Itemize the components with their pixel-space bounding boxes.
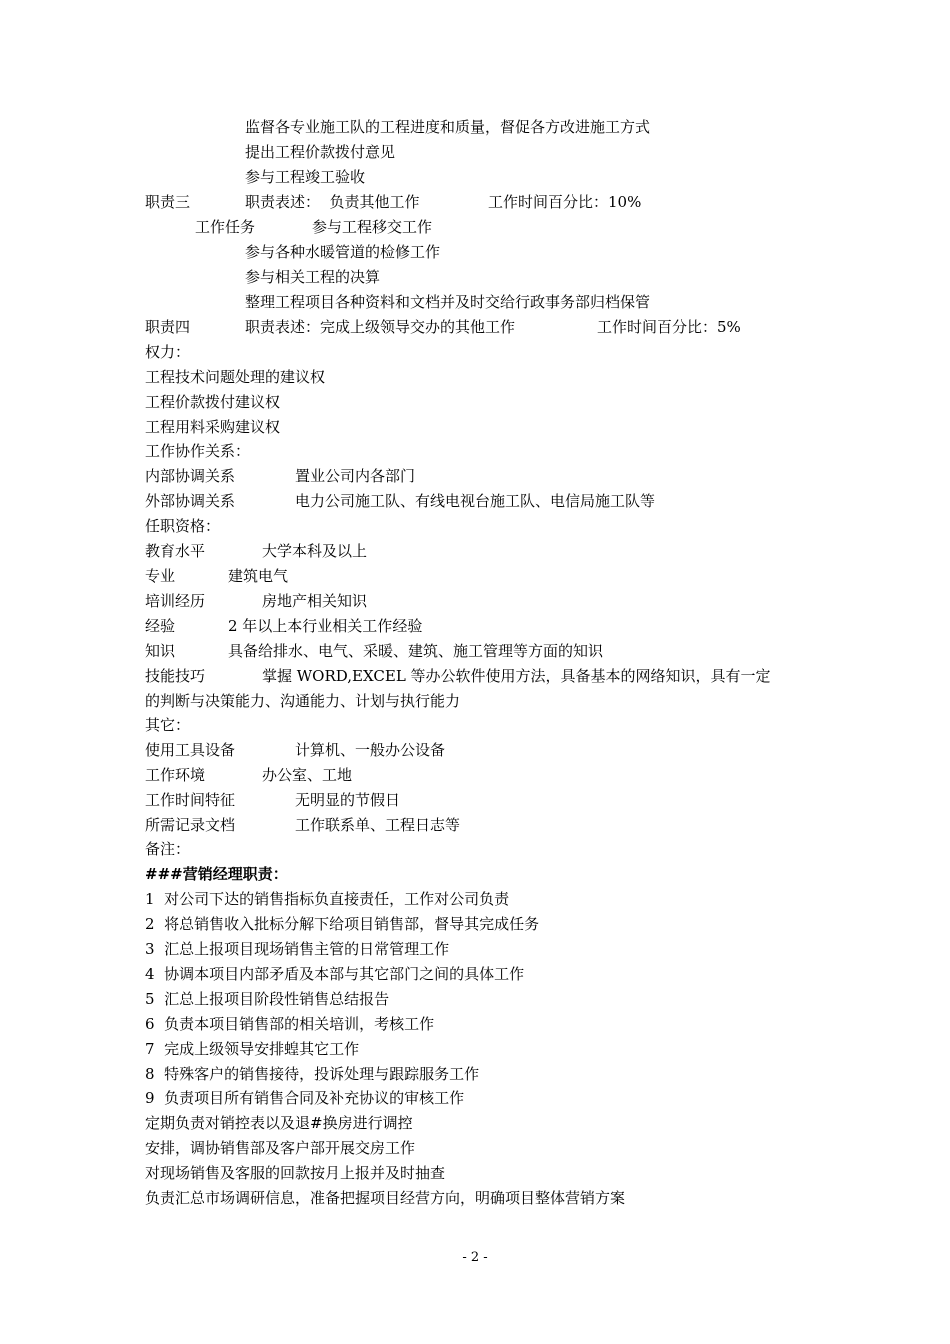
authority-item: 工程价款拨付建议权 <box>145 393 281 411</box>
marketing-item: 1 对公司下达的销售指标负直接责任，工作对公司负责 <box>145 890 510 908</box>
knowledge-value: 具备给排水、电气、采暖、建筑、施工管理等方面的知识 <box>228 642 604 660</box>
duty-item: 提出工程价款拨付意见 <box>245 143 396 161</box>
marketing-item: 4 协调本项目内部矛盾及本部与其它部门之间的具体工作 <box>145 965 525 983</box>
knowledge-label: 知识 <box>145 642 176 660</box>
major-label: 专业 <box>145 567 176 585</box>
environment-value: 办公室、工地 <box>262 766 353 784</box>
marketing-item: 负责汇总市场调研信息，准备把握项目经营方向，明确项目整体营销方案 <box>145 1189 626 1207</box>
marketing-item: 3 汇总上报项目现场销售主管的日常管理工作 <box>145 940 450 958</box>
skills-label: 技能技巧 <box>145 667 206 685</box>
authority-item: 工程用料采购建议权 <box>145 418 281 436</box>
task-item: 参与工程移交工作 <box>312 218 433 236</box>
duty-4-label: 职责四 <box>145 318 191 336</box>
duty-3-description: 职责表述： 负责其他工作 <box>245 193 420 211</box>
marketing-item: 2 将总销售收入批标分解下给项目销售部，督导其完成任务 <box>145 915 540 933</box>
education-value: 大学本科及以上 <box>262 542 368 560</box>
external-value: 电力公司施工队、有线电视台施工队、电信局施工队等 <box>295 492 656 510</box>
environment-label: 工作环境 <box>145 766 206 784</box>
marketing-item: 9 负责项目所有销售合同及补充协议的审核工作 <box>145 1089 465 1107</box>
marketing-manager-heading: ###营销经理职责： <box>145 865 288 883</box>
marketing-item: 定期负责对销控表以及退#换房进行调控 <box>145 1114 413 1132</box>
major-value: 建筑电气 <box>228 567 289 585</box>
duty-4-description: 职责表述：完成上级领导交办的其他工作 <box>245 318 516 336</box>
skills-value-continued: 的判断与决策能力、沟通能力、计划与执行能力 <box>145 692 461 710</box>
other-title: 其它： <box>145 716 191 734</box>
marketing-item: 6 负责本项目销售部的相关培训，考核工作 <box>145 1015 435 1033</box>
records-value: 工作联系单、工程日志等 <box>295 816 461 834</box>
page-number: - 2 - <box>462 1250 488 1265</box>
internal-value: 置业公司内各部门 <box>295 467 416 485</box>
marketing-item: 8 特殊客户的销售接待，投诉处理与跟踪服务工作 <box>145 1065 480 1083</box>
marketing-item: 对现场销售及客服的回款按月上报并及时抽查 <box>145 1164 446 1182</box>
qualification-title: 任职资格： <box>145 517 221 535</box>
marketing-item: 7 完成上级领导安排蝗其它工作 <box>145 1040 360 1058</box>
education-label: 教育水平 <box>145 542 206 560</box>
external-label: 外部协调关系 <box>145 492 236 510</box>
experience-value: 2 年以上本行业相关工作经验 <box>228 617 423 635</box>
skills-value: 掌握 WORD,EXCEL 等办公软件使用方法，具备基本的网络知识，具有一定 <box>262 667 771 685</box>
remarks-label: 备注： <box>145 840 191 858</box>
training-label: 培训经历 <box>145 592 206 610</box>
duty-3-label: 职责三 <box>145 193 191 211</box>
task-label: 工作任务 <box>195 218 256 236</box>
duty-4-time-ratio: 工作时间百分比：5% <box>597 318 741 336</box>
duty-item: 监督各专业施工队的工程进度和质量，督促各方改进施工方式 <box>245 118 651 136</box>
marketing-item: 安排，调协销售部及客户部开展交房工作 <box>145 1139 416 1157</box>
tools-label: 使用工具设备 <box>145 741 236 759</box>
training-value: 房地产相关知识 <box>262 592 368 610</box>
duty-3-time-ratio: 工作时间百分比：10% <box>488 193 642 211</box>
work-time-label: 工作时间特征 <box>145 791 236 809</box>
task-item: 参与相关工程的决算 <box>245 268 381 286</box>
records-label: 所需记录文档 <box>145 816 236 834</box>
internal-label: 内部协调关系 <box>145 467 236 485</box>
authority-title: 权力： <box>145 343 191 361</box>
work-time-value: 无明显的节假日 <box>295 791 401 809</box>
task-item: 参与各种水暖管道的检修工作 <box>245 243 441 261</box>
duty-item: 参与工程竣工验收 <box>245 168 366 186</box>
task-item: 整理工程项目各种资料和文档并及时交给行政事务部归档保管 <box>245 293 651 311</box>
marketing-item: 5 汇总上报项目阶段性销售总结报告 <box>145 990 390 1008</box>
tools-value: 计算机、一般办公设备 <box>295 741 446 759</box>
authority-item: 工程技术问题处理的建议权 <box>145 368 326 386</box>
experience-label: 经验 <box>145 617 176 635</box>
cooperation-title: 工作协作关系： <box>145 442 251 460</box>
